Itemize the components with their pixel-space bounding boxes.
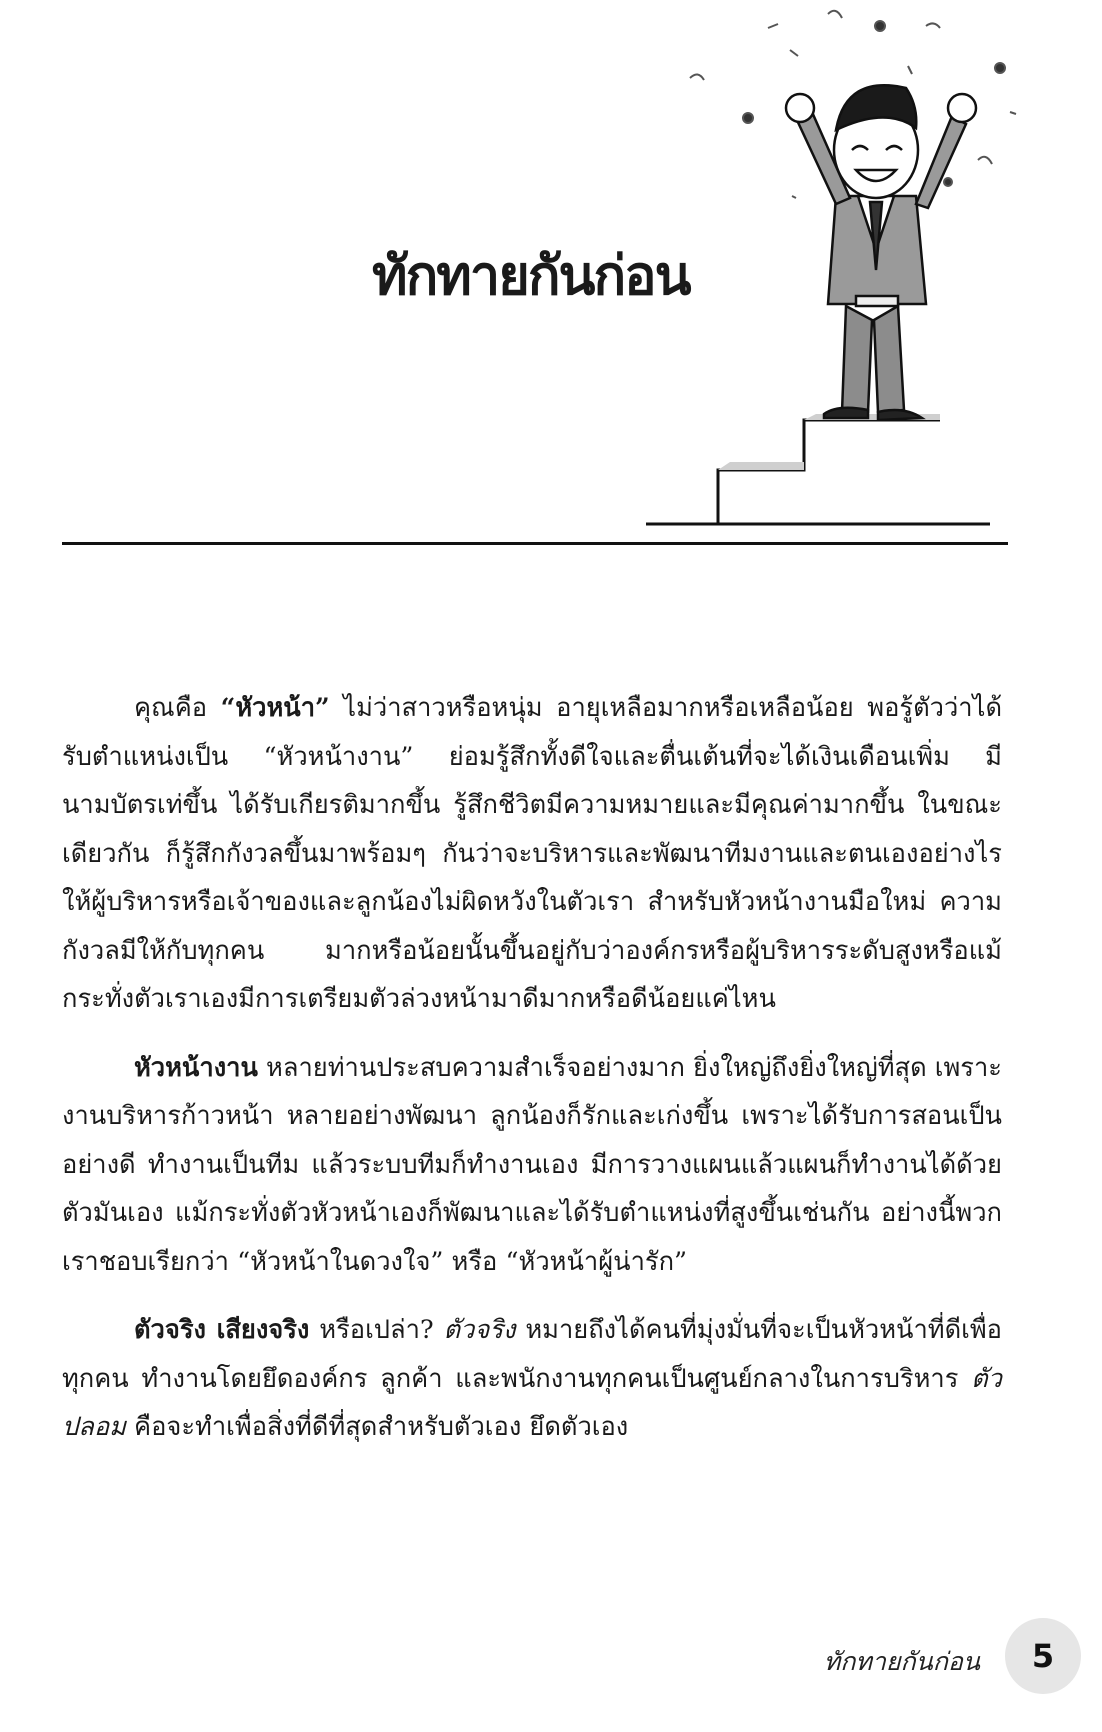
text-run: หมายถึงได้คนที่มุ่งมั่นที่จะเป็นหัวหน้าที่ดีเพื่อทุกคน ทำงานโดยยึดองค์กร ลูกค้า และพนักงานทุกคนเป็นศูนย์กลางในการบริหาร bbox=[62, 1315, 1002, 1394]
page-number: 5 bbox=[1005, 1618, 1081, 1694]
text-run: ตัวจริง เสียงจริง bbox=[134, 1315, 310, 1345]
text-run: หัวหน้างาน bbox=[134, 1052, 258, 1083]
man-figure bbox=[786, 85, 976, 420]
text-run: คุณคือ bbox=[134, 693, 221, 723]
text-run: ตัวปลอม bbox=[62, 1363, 1002, 1442]
stairs-icon bbox=[646, 420, 990, 524]
text-run: ตัวจริง bbox=[443, 1315, 516, 1345]
paragraph-1 bbox=[62, 684, 1002, 1024]
section-divider bbox=[62, 542, 1008, 545]
celebrating-man-on-stairs-illustration bbox=[640, 0, 1060, 540]
paragraph-2 bbox=[62, 1044, 1002, 1287]
body-text bbox=[62, 684, 1002, 1472]
text-run: หลายท่านประสบความสำเร็จอย่างมาก ยิ่งใหญ่ถึงยิ่งใหญ่ที่สุด เพราะงานบริหารก้าวหน้า หลายอย่างพัฒนา ลูกน้องก็รักและเก่งขึ้น เพราะได้รับการสอนเป็นอย่างดี ทำงานเป็นทีม แล้วระบบทีมก็ทำงานเอง มีการวางแผนแล้วแผนก็ทำงานได้ด้วยตัวมันเอง แม้กระทั่งตัวหัวหน้าเองก็พัฒนาและได้รับตำแหน่งที่สูงขึ้นเช่นกัน อย่างนี้พวกเราชอบเรียกว่า “หัวหน้าในดวงใจ” หรือ “หัวหน้าผู้น่ารัก” bbox=[62, 1052, 1002, 1277]
running-footer-title: ทักทายกันก่อน bbox=[823, 1647, 980, 1676]
text-run: “หัวหน้า” bbox=[220, 693, 330, 723]
text-run: ไม่ว่าสาวหรือหนุ่ม อายุเหลือมากหรือเหลือน้อย พอรู้ตัวว่าได้รับตำแหน่งเป็น “หัวหน้างาน” ย่อมรู้สึกทั้งดีใจและตื่นเต้นที่จะได้เงินเดือนเพิ่ม มีนามบัตรเท่ขึ้น ได้รับเกียรติมากขึ้น รู้สึกชีวิตมีความหมายและมีคุณค่ามากขึ้น ในขณะเดียวกัน ก็รู้สึกกังวลขึ้นมาพร้อมๆ กันว่าจะบริหารและพัฒนาทีมงานและตนเองอย่างไรให้ผู้บริหารหรือเจ้าของและลูกน้องไม่ผิดหวังในตัวเรา สำหรับหัวหน้างานมือใหม่ ความกังวลมีให้กับทุกคน มากหรือน้อยนั้นขึ้นอยู่กับว่าองค์กรหรือผู้บริหารระดับสูงหรือแม้กระทั่งตัวเราเองมีการเตรียมตัวล่วงหน้ามาดีมากหรือดีน้อยแค่ไหน bbox=[62, 693, 1003, 1014]
text-run: หรือเปล่า? bbox=[309, 1315, 444, 1345]
paragraph-3 bbox=[62, 1306, 1002, 1452]
page-title: ทักทายกันก่อน bbox=[372, 244, 690, 307]
text-run: คือจะทำเพื่อสิ่งที่ดีที่สุดสำหรับตัวเอง ยึดตัวเอง bbox=[125, 1412, 629, 1442]
